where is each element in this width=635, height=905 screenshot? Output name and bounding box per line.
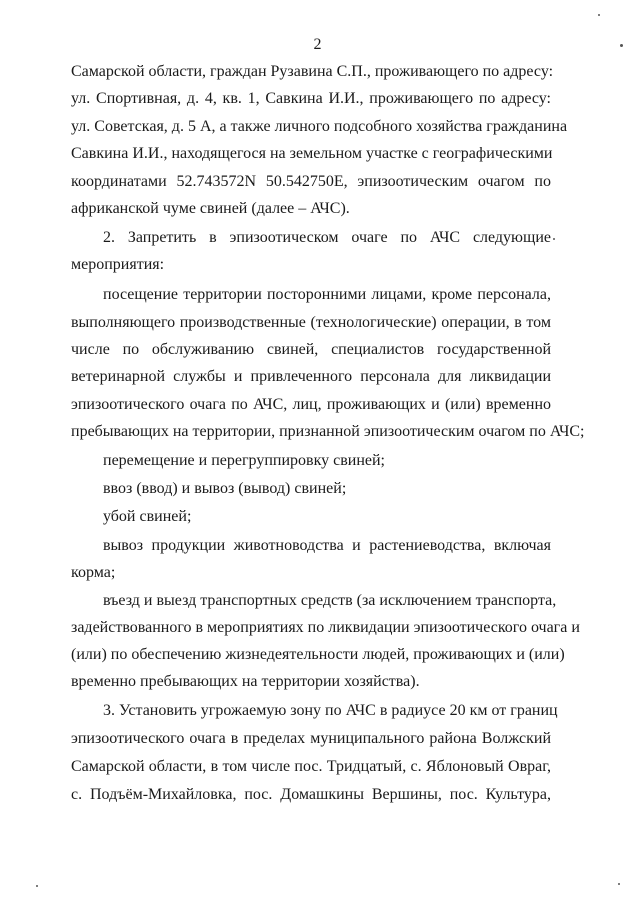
text-line: африканской чуме свиней (далее – АЧС). <box>71 200 350 217</box>
text-line: Самарской области, в том числе пос. Тридцатый, с. Яблоновый Овраг, <box>71 758 551 775</box>
scan-speck <box>36 885 38 887</box>
scan-speck <box>553 238 555 240</box>
paragraph-start-line: 2. Запретить в эпизоотическом очаге по АЧС следующие <box>103 229 551 246</box>
scan-speck <box>618 883 620 885</box>
text-line: (или) по обеспечению жизнедеятельности людей, проживающих и (или) <box>71 646 565 663</box>
text-line: выполняющего производственные (технологические) операции, в том <box>71 314 551 331</box>
paragraph-start-line: вывоз продукции животноводства и растениеводства, включая <box>103 537 551 554</box>
text-line: ул. Советская, д. 5 А, а также личного подсобного хозяйства гражданина <box>71 118 568 135</box>
text-line: с. Подъём-Михайловка, пос. Домашкины Вершины, пос. Культура, <box>71 786 551 803</box>
list-item: убой свиней; <box>103 508 192 525</box>
text-line: мероприятия: <box>71 256 165 273</box>
text-line: координатами 52.743572N 50.542750E, эпизоотическим очагом по <box>71 173 551 190</box>
text-line: Самарской области, граждан Рузавина С.П., проживающего по адресу: <box>71 63 554 80</box>
text-line: временно пребывающих на территории хозяйства). <box>71 673 420 690</box>
text-line: ветеринарной службы и привлеченного персонала для ликвидации <box>71 368 551 385</box>
text-line: корма; <box>71 564 116 581</box>
paragraph-start-line: посещение территории посторонними лицами, кроме персонала, <box>103 286 551 303</box>
scan-speck <box>620 44 623 47</box>
page-number: 2 <box>313 36 322 53</box>
list-item: ввоз (ввод) и вывоз (вывод) свиней; <box>103 480 347 497</box>
text-line: Савкина И.И., находящегося на земельном участке с географическими <box>71 145 553 162</box>
text-line: задействованного в мероприятиях по ликвидации эпизоотического очага и <box>71 619 580 636</box>
list-item: перемещение и перегруппировку свиней; <box>103 452 385 469</box>
scan-speck <box>598 14 600 16</box>
text-line: пребывающих на территории, признанной эпизоотическим очагом по АЧС; <box>71 423 585 440</box>
text-line: числе по обслуживанию свиней, специалистов государственной <box>71 341 551 358</box>
text-line: эпизоотического очага по АЧС, лиц, проживающих и (или) временно <box>71 396 551 413</box>
paragraph-start-line: въезд и выезд транспортных средств (за исключением транспорта, <box>103 592 557 609</box>
text-line: эпизоотического очага в пределах муниципального района Волжский <box>71 730 551 747</box>
paragraph-start-line: 3. Установить угрожаемую зону по АЧС в радиусе 20 км от границ <box>103 702 558 719</box>
text-line: ул. Спортивная, д. 4, кв. 1, Савкина И.И., проживающего по адресу: <box>71 90 551 107</box>
